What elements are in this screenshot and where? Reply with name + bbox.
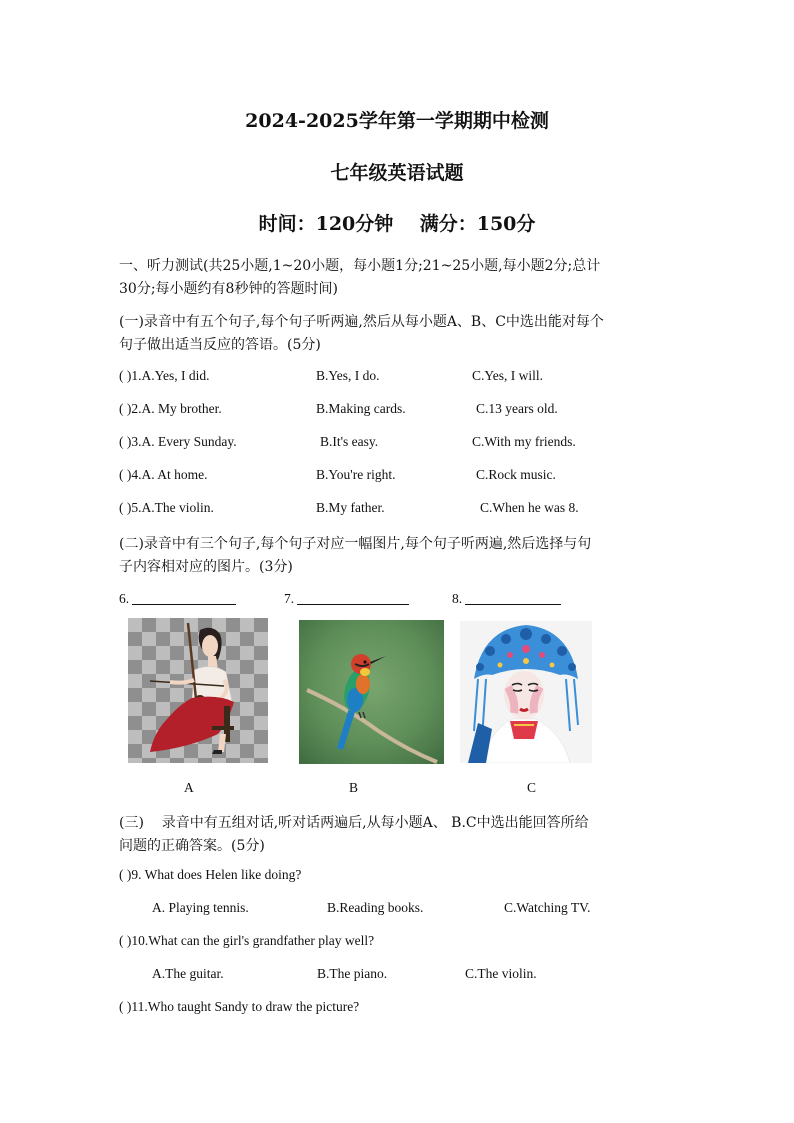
question-5-stem: ( )5.A.The violin. — [119, 500, 214, 515]
question-1-option-c: C.Yes, I will. — [472, 368, 544, 383]
section2-instruction-line1: (二)录音中有三个句子,每个句子对应一幅图片,每个句子听两遍,然后选择与句 — [119, 536, 592, 552]
question-4-option-c: C.Rock music. — [476, 467, 556, 482]
exam-subtitle: 七年级英语试题 — [330, 162, 464, 184]
exam-title: 2024-2025学年第一学期期中检测 — [245, 110, 549, 132]
blank-7-number: 7. — [284, 591, 295, 606]
question-10-option-c: C.The violin. — [465, 966, 537, 981]
question-11-stem: ( )11.Who taught Sandy to draw the picture? — [119, 999, 360, 1014]
section1-instruction-line2: 句子做出适当反应的答语。(5分) — [119, 337, 321, 353]
peking-opera-image — [460, 621, 592, 763]
question-1-stem: ( )1.A.Yes, I did. — [119, 368, 210, 383]
exam-time-info: 时间：120分钟 满分：150分 — [258, 213, 536, 235]
blank-8-line — [465, 590, 561, 605]
question-1-option-b: B.Yes, I do. — [316, 368, 380, 383]
blank-6-line — [132, 590, 236, 605]
blank-8-number: 8. — [452, 591, 463, 606]
blank-6-number: 6. — [119, 591, 130, 606]
question-10-option-b: B.The piano. — [317, 966, 388, 981]
part1-intro-line2: 30分;每小题约有8秒钟的答题时间) — [119, 281, 338, 297]
question-2-stem: ( )2.A. My brother. — [119, 401, 222, 416]
question-9-option-a: A. Playing tennis. — [152, 900, 249, 915]
question-10-option-a: A.The guitar. — [152, 966, 224, 981]
part1-intro-line1: 一、听力测试(共25小题,1~20小题，每小题1分;21~25小题,每小题2分;总计 — [119, 258, 601, 274]
question-3-stem: ( )3.A. Every Sunday. — [119, 434, 237, 449]
question-2-option-b: B.Making cards. — [316, 401, 406, 416]
question-9-option-c: C.Watching TV. — [504, 900, 591, 915]
picture-c-label: C — [527, 780, 537, 795]
section1-instruction-line1: (一)录音中有五个句子,每个句子听两遍,然后从每小题A、B、C中选出能对每个 — [119, 314, 604, 330]
question-9-option-b: B.Reading books. — [327, 900, 424, 915]
section3-instruction-line2: 问题的正确答案。(5分) — [119, 838, 265, 854]
question-3-option-b: B.It's easy. — [320, 434, 379, 449]
question-4-stem: ( )4.A. At home. — [119, 467, 208, 482]
question-3-option-c: C.With my friends. — [472, 434, 576, 449]
blank-7-line — [297, 590, 409, 605]
question-9-stem: ( )9. What does Helen like doing? — [119, 867, 302, 882]
blank-7[interactable] — [284, 590, 409, 607]
question-5-option-c: C.When he was 8. — [480, 500, 579, 515]
section3-instruction-line1: (三) 录音中有五组对话,听对话两遍后,从每小题A、 B.C中选出能回答所给 — [119, 815, 589, 831]
blank-8[interactable] — [452, 590, 561, 607]
question-10-stem: ( )10.What can the girl's grandfather play well? — [119, 933, 375, 948]
question-2-option-c: C.13 years old. — [476, 401, 558, 416]
bird-on-branch-image — [299, 620, 444, 764]
picture-a-label: A — [184, 780, 194, 795]
erhu-player-image — [128, 618, 268, 763]
section2-instruction-line2: 子内容相对应的图片。(3分) — [119, 559, 293, 575]
blank-6[interactable] — [119, 590, 236, 607]
question-4-option-b: B.You're right. — [316, 467, 396, 482]
question-5-option-b: B.My father. — [316, 500, 385, 515]
picture-b-label: B — [349, 780, 359, 795]
